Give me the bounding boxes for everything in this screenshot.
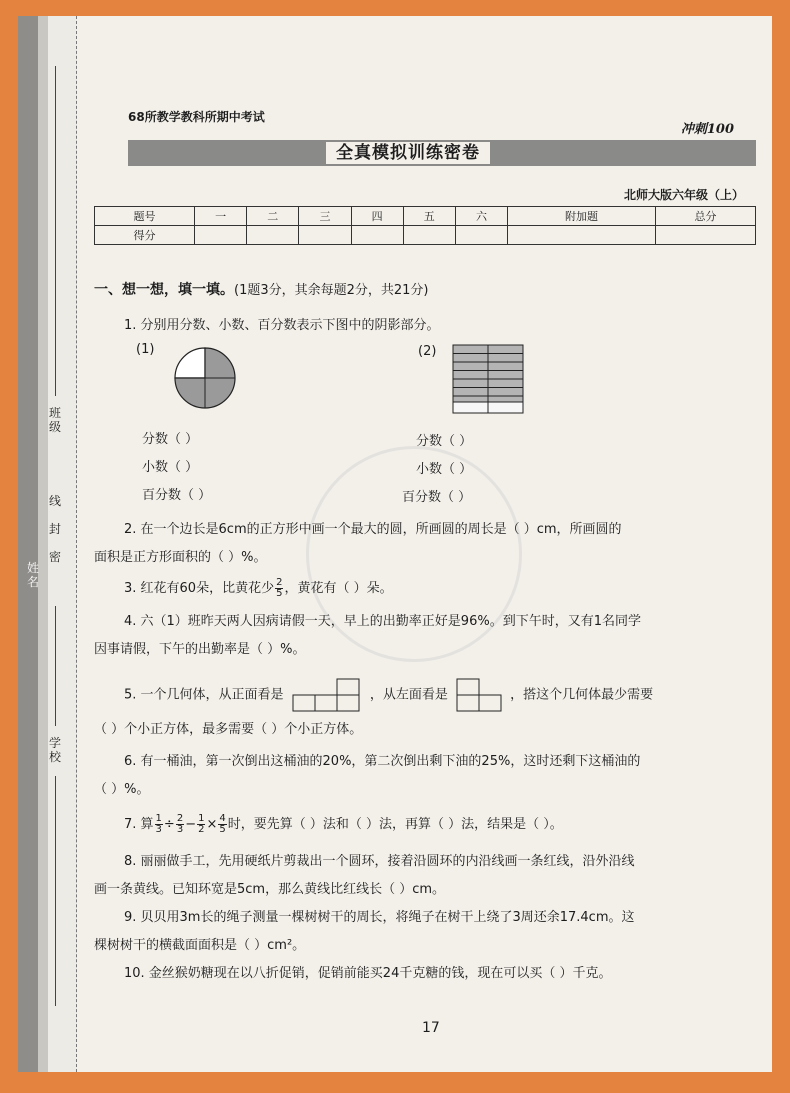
section-1-heading bbox=[94, 282, 429, 299]
score-row bbox=[95, 226, 756, 245]
q1-part1-label: (1) bbox=[136, 342, 155, 357]
q7-op-2: − bbox=[185, 817, 197, 832]
section-1-title: 一、想一想，填一填。 bbox=[94, 282, 234, 298]
class-underline bbox=[55, 66, 56, 396]
q3-fraction bbox=[275, 578, 283, 599]
q7-f4-den: 5 bbox=[219, 824, 226, 835]
question-7 bbox=[124, 814, 563, 835]
question-8-line2: 画一条黄线。已知环宽是5cm，那么黄线比红线长（ ）cm。 bbox=[94, 882, 446, 897]
sprint-label: 冲刺100 bbox=[680, 122, 734, 137]
q7-text-a: 7. 算 bbox=[124, 817, 154, 832]
score-cell bbox=[655, 226, 755, 245]
seal-line-text: 线 bbox=[48, 494, 61, 508]
question-4-line1: 4. 六（1）班昨天两人因病请假一天，早上的出勤率正好是96%。到下午时，又有1名同学 bbox=[124, 614, 641, 629]
score-cell bbox=[351, 226, 403, 245]
left-view-cell bbox=[457, 679, 479, 695]
question-6-line1: 6. 有一桶油，第一次倒出这桶油的20%，第二次倒出剩下油的25%，这时还剩下这桶油的 bbox=[124, 754, 641, 769]
question-2-line2: 面积是正方形面积的（ ）%。 bbox=[94, 550, 267, 565]
question-4-line2: 因事请假，下午的出勤率是（ ）%。 bbox=[94, 642, 306, 657]
score-table bbox=[94, 206, 756, 245]
question-9-line1: 9. 贝贝用3m长的绳子测量一棵树树干的周长，将绳子在树干上绕了3周还余17.4cm。这 bbox=[124, 910, 635, 925]
left-view-cell bbox=[457, 695, 479, 711]
front-view-cell bbox=[315, 695, 337, 711]
exam-page bbox=[18, 16, 772, 1072]
q7-fraction-1 bbox=[155, 814, 163, 835]
score-cell bbox=[195, 226, 247, 245]
score-cell bbox=[403, 226, 455, 245]
page-number: 17 bbox=[422, 1020, 440, 1036]
score-header-cell: 题号 bbox=[95, 207, 195, 226]
section-1-note: (1题3分，其余每题2分，共21分) bbox=[234, 283, 429, 298]
q1-part2-label: (2) bbox=[418, 344, 437, 359]
question-1: 1. 分别用分数、小数、百分数表示下图中的阴影部分。 bbox=[124, 318, 440, 333]
q1-p2-decimal: 小数（ ） bbox=[416, 462, 473, 477]
q5-left-view-figure bbox=[456, 678, 502, 712]
q7-f1-den: 3 bbox=[155, 824, 162, 835]
q5-text-a: 5. 一个几何体，从正面看是 bbox=[124, 687, 284, 703]
question-9-line2: 棵树树干的横截面面积是（ ）cm²。 bbox=[94, 938, 306, 953]
q7-op-1: ÷ bbox=[163, 817, 175, 832]
q7-op-3: × bbox=[206, 817, 218, 832]
q7-f3-num: 1 bbox=[198, 813, 205, 824]
seal-top-text: 密 bbox=[48, 550, 61, 564]
q3-text-b: ，黄花有（ ）朵。 bbox=[284, 581, 393, 596]
name-underline bbox=[55, 606, 56, 726]
q7-f4-num: 4 bbox=[219, 813, 226, 824]
q1-p1-percent: 百分数（ ） bbox=[142, 488, 212, 503]
q1-circle-figure bbox=[173, 346, 237, 410]
q7-text-b: 时，要先算（ ）法和（ ）法，再算（ ）法，结果是（ ）。 bbox=[227, 817, 563, 832]
score-header-cell: 附加题 bbox=[508, 207, 656, 226]
question-5-line1 bbox=[124, 678, 653, 712]
score-cell bbox=[455, 226, 507, 245]
q7-f3-den: 2 bbox=[198, 824, 205, 835]
q1-grid-figure bbox=[452, 344, 524, 414]
circle-blank-quarter bbox=[175, 348, 205, 378]
score-cell bbox=[299, 226, 351, 245]
exam-content bbox=[86, 16, 766, 1072]
q7-fraction-4 bbox=[218, 814, 226, 835]
q7-fraction-3 bbox=[197, 814, 205, 835]
q1-p1-decimal: 小数（ ） bbox=[142, 460, 199, 475]
binding-shade bbox=[38, 16, 48, 1072]
front-view-cell bbox=[293, 695, 315, 711]
q7-fraction-2 bbox=[176, 814, 184, 835]
q1-p2-fraction: 分数（ ） bbox=[416, 434, 473, 449]
score-header-cell: 四 bbox=[351, 207, 403, 226]
question-10: 10. 金丝猴奶糖现在以八折促销，促销前能买24千克糖的钱，现在可以买（ ）千克。 bbox=[124, 966, 612, 981]
school-label: 学校 bbox=[48, 736, 61, 764]
score-header-cell: 一 bbox=[195, 207, 247, 226]
question-5-line2: （ ）个小正方体，最多需要（ ）个小正方体。 bbox=[94, 722, 363, 737]
class-label: 班级 bbox=[48, 406, 61, 434]
question-6-line2: （ ）%。 bbox=[94, 782, 150, 797]
score-header-cell: 总分 bbox=[655, 207, 755, 226]
q1-p2-percent: 百分数（ ） bbox=[402, 490, 472, 505]
q3-numerator: 2 bbox=[276, 577, 283, 588]
q3-denominator: 5 bbox=[276, 588, 283, 599]
score-row-label: 得分 bbox=[95, 226, 195, 245]
q7-f2-num: 2 bbox=[176, 813, 184, 824]
front-view-cell bbox=[337, 679, 359, 695]
seal-mid-text: 封 bbox=[48, 522, 61, 536]
left-view-cell bbox=[479, 695, 501, 711]
score-header-cell: 三 bbox=[299, 207, 351, 226]
question-2-line1: 2. 在一个边长是6cm的正方形中画一个最大的圆，所画圆的周长是（ ）cm，所画圆的 bbox=[124, 522, 622, 537]
q5-text-b: ，从左面看是 bbox=[369, 687, 448, 703]
q3-text-a: 3. 红花有60朵，比黄花少 bbox=[124, 581, 275, 596]
score-cell bbox=[508, 226, 656, 245]
binding-stripe bbox=[18, 16, 38, 1072]
binding-margin bbox=[18, 16, 77, 1072]
series-label: 68所教学教科所期中考试 bbox=[128, 110, 265, 124]
exam-title: 全真模拟训练密卷 bbox=[326, 142, 490, 164]
school-underline bbox=[55, 776, 56, 1006]
score-header-cell: 五 bbox=[403, 207, 455, 226]
score-header-cell: 六 bbox=[455, 207, 507, 226]
q5-text-c: ，搭这个几何体最少需要 bbox=[510, 687, 654, 703]
question-8-line1: 8. 丽丽做手工，先用硬纸片剪裁出一个圆环，接着沿圆环的内沿线画一条红线，沿外沿线 bbox=[124, 854, 635, 869]
score-header-row bbox=[95, 207, 756, 226]
q7-f2-den: 3 bbox=[176, 824, 184, 835]
grade-label: 北师大版六年级（上） bbox=[623, 188, 744, 202]
score-header-cell: 二 bbox=[247, 207, 299, 226]
q1-p1-fraction: 分数（ ） bbox=[142, 432, 199, 447]
q7-f1-num: 1 bbox=[155, 813, 162, 824]
q5-front-view-figure bbox=[292, 678, 362, 712]
front-view-cell bbox=[337, 695, 359, 711]
question-3 bbox=[124, 578, 393, 599]
name-label: 姓名 bbox=[26, 561, 39, 589]
score-cell bbox=[247, 226, 299, 245]
